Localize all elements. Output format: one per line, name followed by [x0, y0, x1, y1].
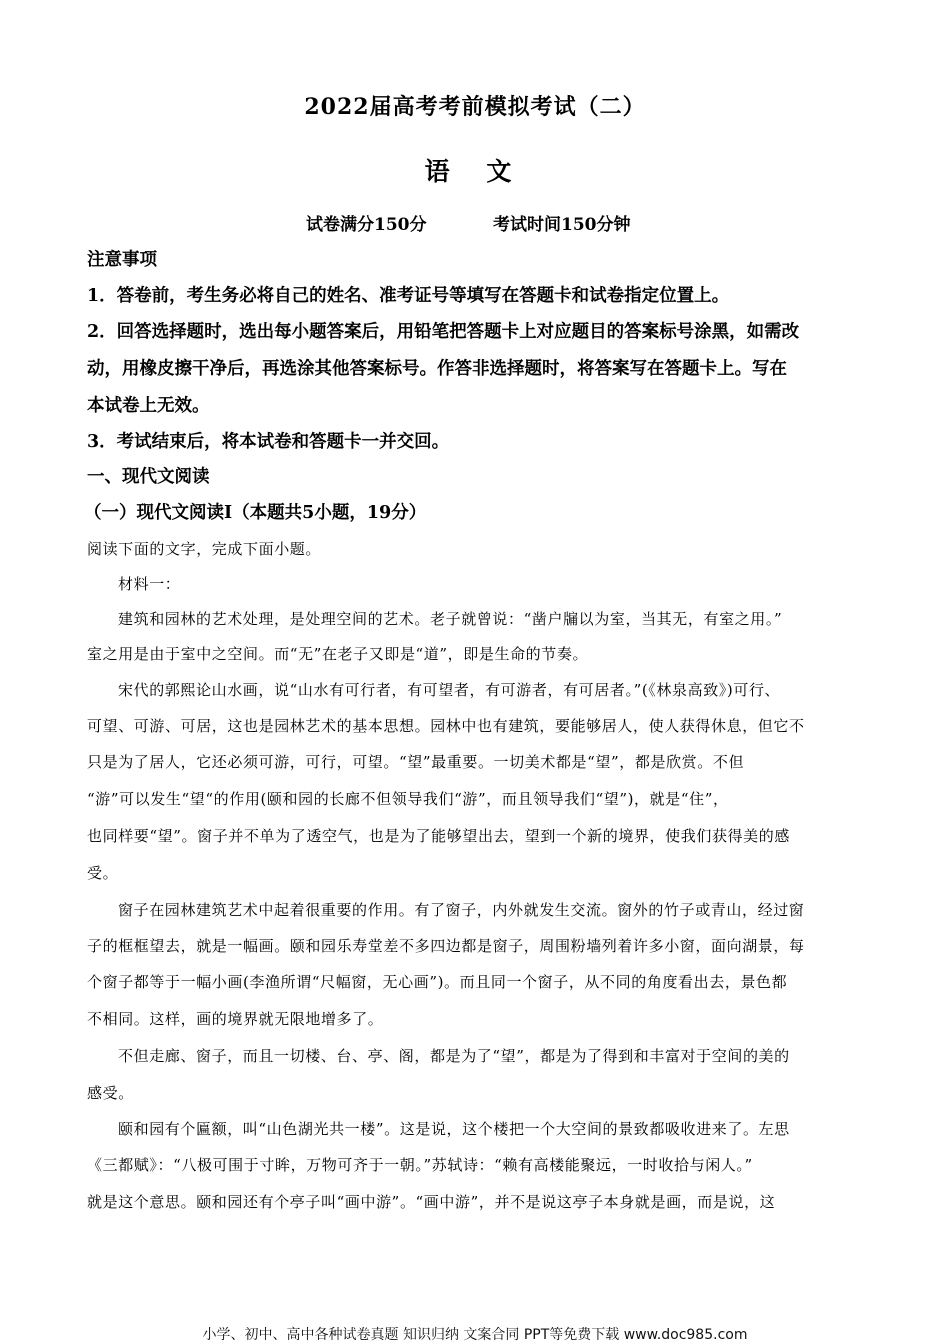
- notice-heading: 注意事项: [87, 250, 157, 270]
- section-heading: 一、现代文阅读: [87, 467, 210, 487]
- body-line: 宋代的郭熙论山水画，说“山水有可行者，有可望者，有可游者，有可居者。”(《林泉高致》)可行、: [118, 681, 781, 699]
- body-line: 也同样要“望”。窗子并不单为了透空气，也是为了能够望出去，望到一个新的境界，使我们获得美的感: [87, 827, 790, 845]
- notice-line: 1．答卷前，考生务必将自己的姓名、准考证号等填写在答题卡和试卷指定位置上。: [87, 286, 730, 306]
- body-line: 感受。: [87, 1084, 134, 1102]
- full-score: 试卷满分150分: [306, 215, 427, 235]
- body-line: 建筑和园林的艺术处理，是处理空间的艺术。老子就曾说：“凿户牖以为室，当其无，有室之用。”: [118, 610, 783, 628]
- sub-section-heading: （一）现代文阅读Ⅰ（本题共5小题，19分）: [84, 503, 427, 523]
- body-line: “游”可以发生“望“的作用(颐和园的长廊不但领导我们“游”，而且领导我们“望”)，就是“住”，: [87, 790, 729, 808]
- notice-line: 动，用橡皮擦干净后，再选涂其他答案标号。作答非选择题时，将答案写在答题卡上。写在: [87, 359, 787, 379]
- subject-title: 语 文: [424, 157, 526, 186]
- body-line: 不相同。这样，画的境界就无限地增多了。: [87, 1010, 384, 1028]
- body-line: 窗子在园林建筑艺术中起着很重要的作用。有了窗子，内外就发生交流。窗外的竹子或青山，经过窗: [118, 901, 805, 919]
- notice-line: 3．考试结束后，将本试卷和答题卡一并交回。: [87, 432, 450, 452]
- body-line: 子的框框望去，就是一幅画。颐和园乐寿堂差不多四边都是窗子，周围粉墙列着许多小窗，面向湖景，每: [87, 937, 805, 955]
- body-line: 个窗子都等于一幅小画(李渔所谓“尺幅窗，无心画”)。而且同一个窗子，从不同的角度看出去，景色都: [87, 973, 788, 991]
- notice-line: 2．回答选择题时，选出每小题答案后，用铅笔把答题卡上对应题目的答案标号涂黑，如需改: [87, 322, 800, 342]
- body-line: 不但走廊、窗子，而且一切楼、台、亭、阁，都是为了“望”，都是为了得到和丰富对于空间的美的: [118, 1047, 790, 1065]
- body-line: 《三都赋》：“八极可围于寸眸，万物可齐于一朝。”苏轼诗：“赖有高楼能聚远，一时收拾与闲人。”: [87, 1156, 753, 1174]
- body-line: 可望、可游、可居，这也是园林艺术的基本思想。园林中也有建筑，要能够居人，使人获得休息，但它不: [87, 717, 805, 735]
- notice-line: 本试卷上无效。: [87, 396, 210, 416]
- exam-time: 考试时间150分钟: [493, 215, 631, 235]
- material-label: 材料一：: [118, 575, 181, 593]
- body-line: 受。: [87, 864, 119, 882]
- body-line: 只是为了居人，它还必须可游，可行，可望。“望”最重要。一切美术都是“望”，都是欣赏。不但: [87, 753, 745, 771]
- exam-title: 2022届高考考前模拟考试（二）: [304, 94, 646, 120]
- reading-instruction: 阅读下面的文字，完成下面小题。: [87, 540, 322, 558]
- footer-ad-text: 小学、初中、高中各种试卷真题 知识归纳 文案合同 PPT等免费下载 www.doc985.com: [202, 1327, 748, 1343]
- body-line: 室之用是由于室中之空间。而“无”在老子又即是“道”，即是生命的节奏。: [87, 645, 589, 663]
- body-line: 就是这个意思。颐和园还有个亭子叫“画中游”。“画中游”，并不是说这亭子本身就是画，而是说，这: [87, 1193, 776, 1211]
- body-line: 颐和园有个匾额，叫“山色湖光共一楼”。这是说，这个楼把一个大空间的景致都吸收进来了。左思: [118, 1120, 790, 1138]
